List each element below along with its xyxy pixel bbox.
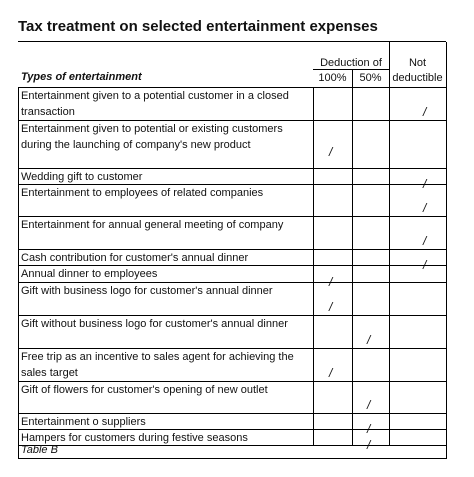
header-divider [389, 42, 390, 87]
tick-mark: / [329, 366, 333, 380]
entertainment-type: Gift without business logo for customer's annual dinner [21, 318, 288, 330]
entertainment-type: Cash contribution for customer's annual dinner [21, 252, 249, 264]
table-bottom-border [18, 458, 447, 459]
not-deductible-header-line1: Not [408, 57, 427, 69]
entertainment-type: Wedding gift to customer [21, 171, 143, 183]
header-divider [352, 69, 353, 87]
entertainment-type: Entertainment for annual general meeting of company [21, 219, 284, 231]
tick-mark: / [367, 333, 371, 347]
deduction-header: Deduction of [320, 57, 382, 69]
table-caption: Table B [21, 444, 58, 456]
col-50-header: 50% [359, 72, 382, 84]
entertainment-type-continued: sales target [21, 367, 78, 379]
tick-mark: / [423, 201, 427, 215]
entertainment-type-continued: transaction [21, 106, 75, 118]
table-left-border [18, 87, 19, 458]
types-header: Types of entertainment [21, 71, 142, 83]
tick-mark: / [329, 300, 333, 314]
table-title: Tax treatment on selected entertainment expenses [18, 18, 378, 35]
entertainment-type: Gift with business logo for customer's annual dinner [21, 285, 273, 297]
not-deductible-header-line2: deductible [392, 72, 443, 84]
entertainment-type: Annual dinner to employees [21, 268, 158, 280]
tick-mark: / [329, 145, 333, 159]
tick-mark: / [423, 234, 427, 248]
tick-mark: / [423, 105, 427, 119]
column-divider [352, 87, 353, 445]
entertainment-type: Gift of flowers for customer's opening of new outlet [21, 384, 268, 396]
col-100-header: 100% [318, 72, 347, 84]
column-divider [389, 87, 390, 445]
entertainment-type: Hampers for customers during festive seasons [21, 432, 248, 444]
table-right-border [446, 42, 447, 458]
entertainment-type: Entertainment given to potential or existing customers [21, 123, 283, 135]
entertainment-type-continued: during the launching of company's new product [21, 139, 251, 151]
entertainment-type: Entertainment given to a potential customer in a closed [21, 90, 289, 102]
title-underline [18, 41, 446, 42]
entertainment-type: Entertainment o suppliers [21, 416, 146, 428]
tick-mark: / [367, 398, 371, 412]
entertainment-type: Free trip as an incentive to sales agent for achieving the [21, 351, 294, 363]
deduction-underline [313, 69, 389, 70]
column-divider [313, 87, 314, 445]
row-border [18, 445, 447, 446]
entertainment-type: Entertainment to employees of related companies [21, 187, 264, 199]
